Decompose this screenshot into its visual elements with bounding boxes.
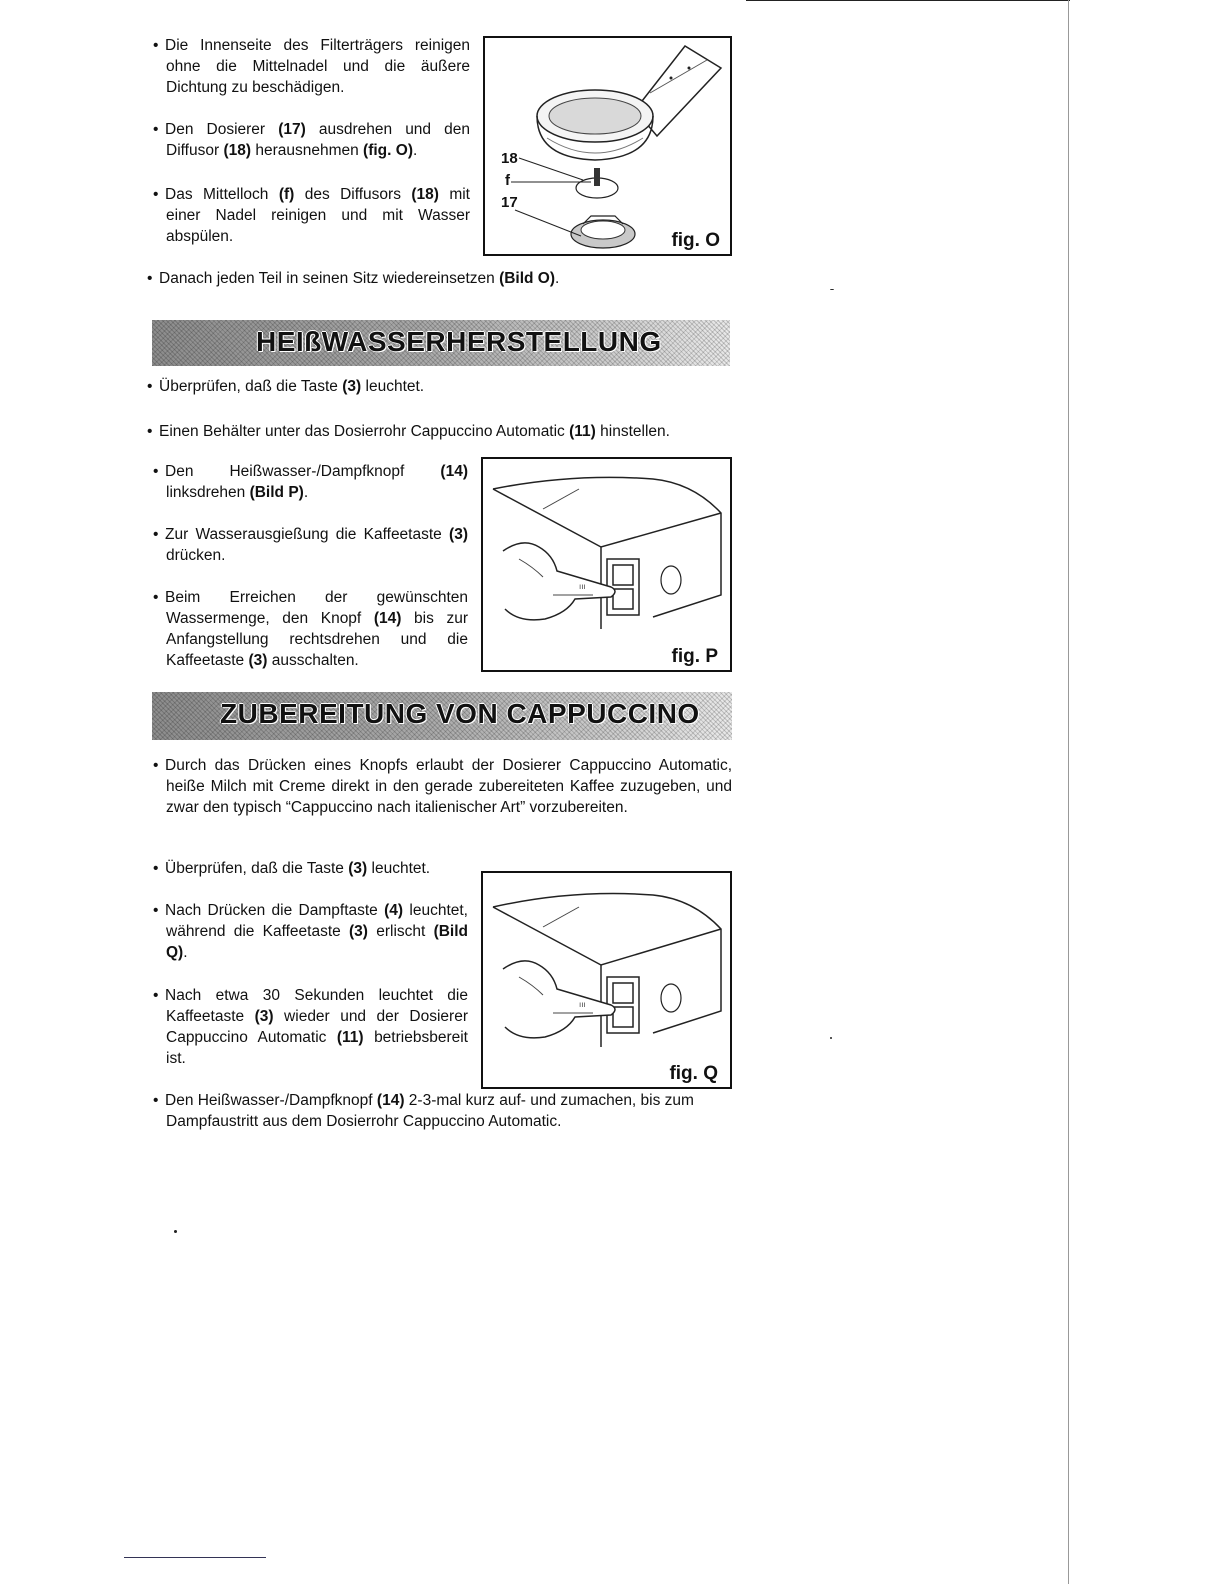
- stray-mark: [830, 1037, 832, 1039]
- figure-o-label: fig. O: [671, 230, 720, 251]
- hot-water-step-4: • Zur Wasserausgießung die Kaffeetaste (3) drücken.: [153, 526, 468, 564]
- figure-q: [481, 871, 732, 1089]
- section-title-hot-water: HEIßWASSERHERSTELLUNG: [256, 326, 662, 357]
- machine-knob-illustration-p: [483, 459, 730, 670]
- section-banner-hot-water: [152, 320, 730, 366]
- callout-17: 17: [501, 194, 518, 211]
- cappuccino-step-1: • Durch das Drücken eines Knopfs erlaubt der Dosierer Cappuccino Automatic, heiße Milch mit Creme direkt in den gerade zubereiteten Kaffee zuzugeben, und zwar den typisch “Cappuccino nach italienischer Art” vorzubereiten.: [153, 757, 732, 816]
- clean-step-4: • Danach jeden Teil in seinen Sitz wiedereinsetzen (Bild O).: [147, 270, 560, 287]
- footnote-rule: [124, 1557, 266, 1558]
- clean-step-2: • Den Dosierer (17) ausdrehen und den Diffusor (18) herausnehmen (fig. O).: [153, 121, 470, 159]
- hot-water-step-5: • Beim Erreichen der gewünschten Wassermenge, den Knopf (14) bis zur Anfangstellung rechtsdrehen und die Kaffeetaste (3) ausschalten.: [153, 589, 468, 669]
- hot-water-step-3: • Den Heißwasser-/Dampfknopf (14) linksdrehen (Bild P).: [153, 463, 468, 501]
- figure-p: [481, 457, 732, 672]
- stray-mark: [174, 1230, 177, 1233]
- hot-water-step-1: • Überprüfen, daß die Taste (3) leuchtet.: [147, 378, 425, 395]
- cappuccino-step-4: • Nach etwa 30 Sekunden leuchtet die Kaffeetaste (3) wieder und der Dosierer Cappuccino Automatic (11) betriebsbereit ist.: [153, 987, 468, 1067]
- callout-f: f: [505, 172, 510, 189]
- figure-o: [483, 36, 732, 256]
- cappuccino-step-2: • Überprüfen, daß die Taste (3) leuchtet.: [153, 860, 431, 877]
- clean-step-1: • Die Innenseite des Filterträgers reinigen ohne die Mittelnadel und die äußere Dichtung zu beschädigen.: [153, 37, 470, 96]
- section-banner-cappuccino: [152, 692, 732, 740]
- stray-mark: [830, 289, 834, 290]
- cappuccino-step-5: • Den Heißwasser-/Dampfknopf (14) 2-3-mal kurz auf- und zumachen, bis zum Dampfaustritt aus dem Dosierrohr Cappuccino Automatic.: [153, 1092, 694, 1130]
- right-margin-rule: [1068, 0, 1069, 1584]
- figure-q-label: fig. Q: [669, 1063, 718, 1084]
- hot-water-step-2: • Einen Behälter unter das Dosierrohr Cappuccino Automatic (11) hinstellen.: [147, 423, 670, 440]
- section-title-cappuccino: ZUBEREITUNG VON CAPPUCCINO: [220, 698, 700, 729]
- machine-knob-illustration-q: [483, 873, 730, 1087]
- top-rule: [746, 0, 1070, 1]
- svg-text:ııı: ııı: [579, 1000, 586, 1009]
- figure-p-label: fig. P: [671, 646, 718, 667]
- clean-step-3: • Das Mittelloch (f) des Diffusors (18) mit einer Nadel reinigen und mit Wasser abspülen.: [153, 186, 470, 245]
- filter-holder-illustration: [485, 38, 730, 254]
- cappuccino-step-3: • Nach Drücken die Dampftaste (4) leuchtet, während die Kaffeetaste (3) erlischt (Bild Q).: [153, 902, 468, 961]
- svg-text:ııı: ııı: [579, 582, 586, 591]
- callout-18: 18: [501, 150, 518, 167]
